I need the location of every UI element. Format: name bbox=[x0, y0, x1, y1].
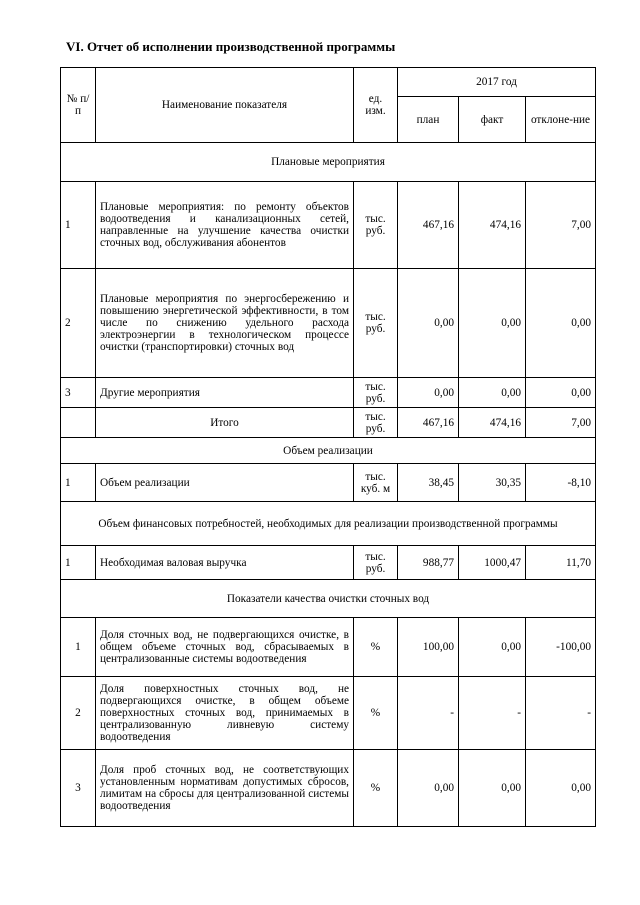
section-title: Объем финансовых потребностей, необходимых для реализации производственной программы bbox=[61, 502, 596, 546]
row-name: Доля проб сточных вод, не соответствующих установленным нормативам допустимых сбросов, лимитам на сбросы для централизованной системы водоотведения bbox=[96, 750, 354, 827]
header-plan: план bbox=[398, 97, 459, 143]
table-row-total bbox=[61, 408, 596, 438]
row-unit: % bbox=[354, 618, 398, 677]
row-num: 3 bbox=[61, 378, 96, 408]
row-fact: 30,35 bbox=[459, 464, 526, 502]
row-plan: 100,00 bbox=[398, 618, 459, 677]
table-row bbox=[61, 546, 596, 580]
row-deviation: -8,10 bbox=[526, 464, 596, 502]
header-fact: факт bbox=[459, 97, 526, 143]
table-row bbox=[61, 378, 596, 408]
row-num: 2 bbox=[61, 677, 96, 750]
row-num: 1 bbox=[61, 618, 96, 677]
row-plan: 988,77 bbox=[398, 546, 459, 580]
row-plan: - bbox=[398, 677, 459, 750]
row-name: Доля сточных вод, не подвергающихся очистке, в общем объеме сточных вод, сбрасываемых в централизованные системы водоотведения bbox=[96, 618, 354, 677]
row-deviation: 0,00 bbox=[526, 269, 596, 378]
row-unit: % bbox=[354, 677, 398, 750]
row-plan: 0,00 bbox=[398, 750, 459, 827]
table-row bbox=[61, 269, 596, 378]
row-deviation: - bbox=[526, 677, 596, 750]
row-plan: 467,16 bbox=[398, 408, 459, 438]
row-num bbox=[61, 408, 96, 438]
row-name: Итого bbox=[96, 408, 354, 438]
row-fact: 474,16 bbox=[459, 182, 526, 269]
row-num: 2 bbox=[61, 269, 96, 378]
row-num: 1 bbox=[61, 182, 96, 269]
row-deviation: 11,70 bbox=[526, 546, 596, 580]
table-row bbox=[61, 677, 596, 750]
row-fact: 0,00 bbox=[459, 618, 526, 677]
row-deviation: 7,00 bbox=[526, 408, 596, 438]
table-row bbox=[61, 618, 596, 677]
row-unit: тыс. руб. bbox=[354, 546, 398, 580]
row-fact: 0,00 bbox=[459, 269, 526, 378]
row-deviation: -100,00 bbox=[526, 618, 596, 677]
section-title: Объем реализации bbox=[61, 438, 596, 464]
table-row bbox=[61, 464, 596, 502]
production-program-table bbox=[60, 67, 596, 827]
row-unit: тыс. руб. bbox=[354, 182, 398, 269]
row-unit: тыс. руб. bbox=[354, 408, 398, 438]
row-deviation: 7,00 bbox=[526, 182, 596, 269]
row-name: Необходимая валовая выручка bbox=[96, 546, 354, 580]
row-deviation: 0,00 bbox=[526, 378, 596, 408]
row-plan: 0,00 bbox=[398, 269, 459, 378]
row-name: Плановые мероприятия по энергосбережению и повышению энергетической эффективности, в том числе по снижению удельного расхода электроэнергии в технологическом процессе очистки (транспортировки) сточных вод bbox=[96, 269, 354, 378]
row-deviation: 0,00 bbox=[526, 750, 596, 827]
row-name: Плановые мероприятия: по ремонту объектов водоотведения и канализационных сетей, направленные на улучшение качества очистки сточных вод, обслуживания абонентов bbox=[96, 182, 354, 269]
row-fact: - bbox=[459, 677, 526, 750]
row-name: Другие мероприятия bbox=[96, 378, 354, 408]
table-row bbox=[61, 750, 596, 827]
row-fact: 0,00 bbox=[459, 750, 526, 827]
row-unit: тыс. руб. bbox=[354, 378, 398, 408]
row-unit: тыс. куб. м bbox=[354, 464, 398, 502]
row-name: Доля поверхностных сточных вод, не подвергающихся очистке, в общем объеме поверхностных сточных вод, принимаемых в централизованную ливневую систему водоотведения bbox=[96, 677, 354, 750]
header-year: 2017 год bbox=[398, 68, 596, 97]
row-fact: 474,16 bbox=[459, 408, 526, 438]
row-num: 3 bbox=[61, 750, 96, 827]
row-name: Объем реализации bbox=[96, 464, 354, 502]
table-row bbox=[61, 182, 596, 269]
row-plan: 38,45 bbox=[398, 464, 459, 502]
row-num: 1 bbox=[61, 464, 96, 502]
row-plan: 467,16 bbox=[398, 182, 459, 269]
row-unit: % bbox=[354, 750, 398, 827]
row-plan: 0,00 bbox=[398, 378, 459, 408]
section-title: Показатели качества очистки сточных вод bbox=[61, 580, 596, 618]
header-unit: ед. изм. bbox=[354, 68, 398, 143]
header-num: № п/п bbox=[61, 68, 96, 143]
section-title: Плановые мероприятия bbox=[61, 143, 596, 182]
header-name: Наименование показателя bbox=[96, 68, 354, 143]
header-deviation: отклоне-ние bbox=[526, 97, 596, 143]
row-unit: тыс. руб. bbox=[354, 269, 398, 378]
page-title: VI. Отчет об исполнении производственной программы bbox=[66, 39, 396, 54]
row-num: 1 bbox=[61, 546, 96, 580]
row-fact: 1000,47 bbox=[459, 546, 526, 580]
row-fact: 0,00 bbox=[459, 378, 526, 408]
